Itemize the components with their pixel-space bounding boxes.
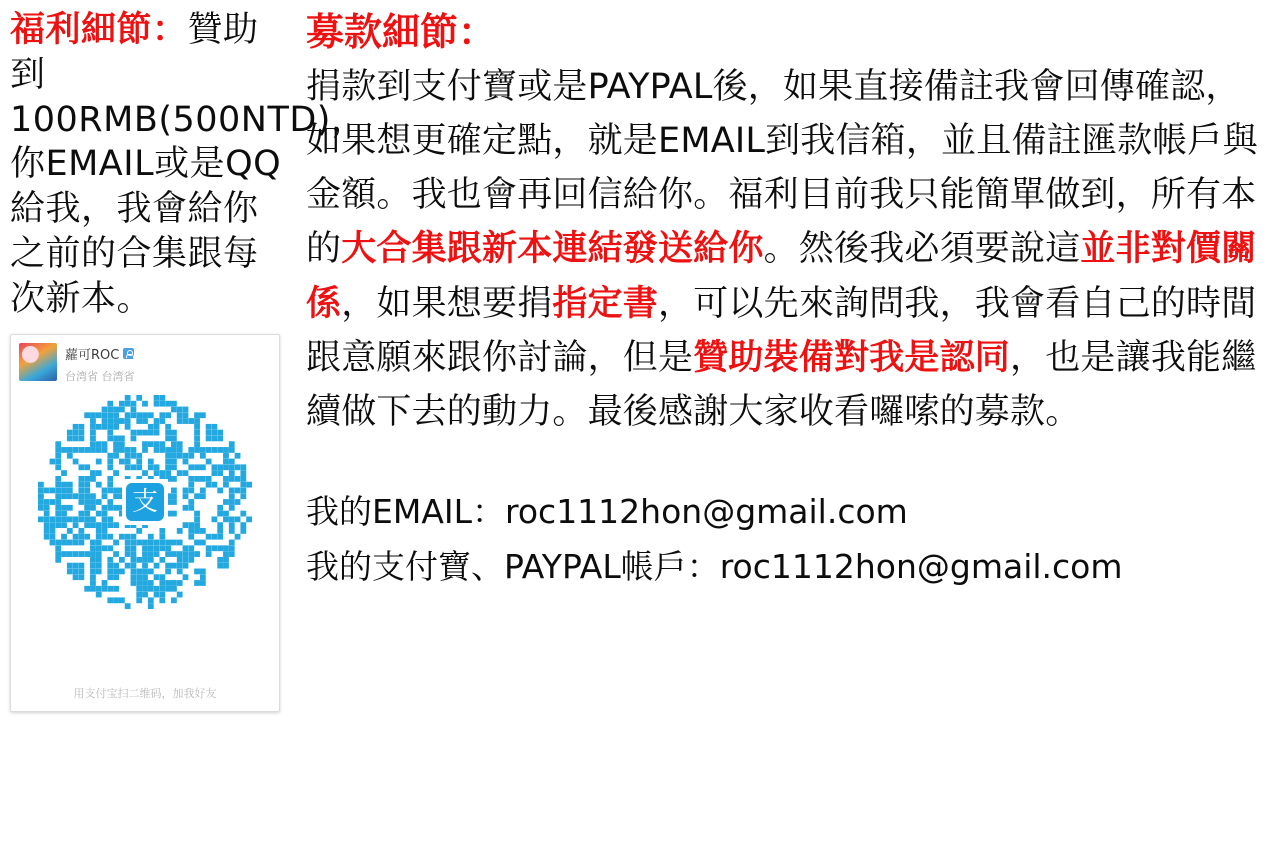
paragraph-segment-5: 指定書 [552,283,659,324]
qr-card-identity [65,343,135,384]
paragraph-segment-3: 並非對價關係 [306,229,1257,324]
paragraph-segment-8: ，也是讓我能繼續做下去的動力。最後感謝大家收看囉嗦的募款。 [306,337,1257,433]
qr-card-footer: 用支付宝扫二维码，加我好友 [73,686,217,700]
alipay-logo-icon [122,479,168,525]
qr-card-header [11,335,279,384]
paragraph-segment-0: 捐款到支付寶或是PAYPAL後，如果直接備註我會回傳確認，如果想更確定點，就是EMAIL到我信箱，並且備註匯款帳戶與金額。我也會再回信給你。福利目前我只能簡單做到，所有本的 [306,66,1258,270]
qr-code-area[interactable] [11,395,279,609]
fundraising-details-title: 募款細節： [306,10,497,54]
qr-user-name: 蘿可ROC [65,347,120,363]
paragraph-segment-6: ，可以先來詢問我，我會看自己的時間跟意願來跟你討論，但是 [306,283,1257,378]
male-user-icon [123,348,134,359]
alipay-qr-card[interactable] [10,334,280,712]
contact-payment-line: 我的支付寶、PAYPAL帳戶：roc1112hon@gmail.com [306,546,1123,586]
paragraph-segment-4: ，如果想要捐 [341,283,553,324]
paragraph-segment-7: 贊助裝備對我是認同 [693,337,1011,378]
qr-user-name-row [65,344,135,363]
left-column [0,0,367,865]
fundraising-details-body [306,60,1260,440]
welfare-details-body: 贊助到100RMB(500NTD)，你EMAIL或是QQ給我，我會給你之前的合集跟每次新本。 [10,10,367,319]
right-column [292,0,1280,865]
avatar [19,343,57,381]
welfare-details-text [10,8,367,322]
welfare-details-title: 福利細節： [10,10,188,50]
qr-user-location: 台湾省 台湾省 [65,369,135,383]
contact-block [306,485,1260,594]
paragraph-segment-1: 大合集跟新本連結發送給你 [341,229,764,270]
qr-code-image[interactable] [38,395,252,609]
paragraph-segment-2: 。然後我必須要說這 [763,229,1081,270]
contact-email-line: 我的EMAIL：roc1112hon@gmail.com [306,492,908,532]
